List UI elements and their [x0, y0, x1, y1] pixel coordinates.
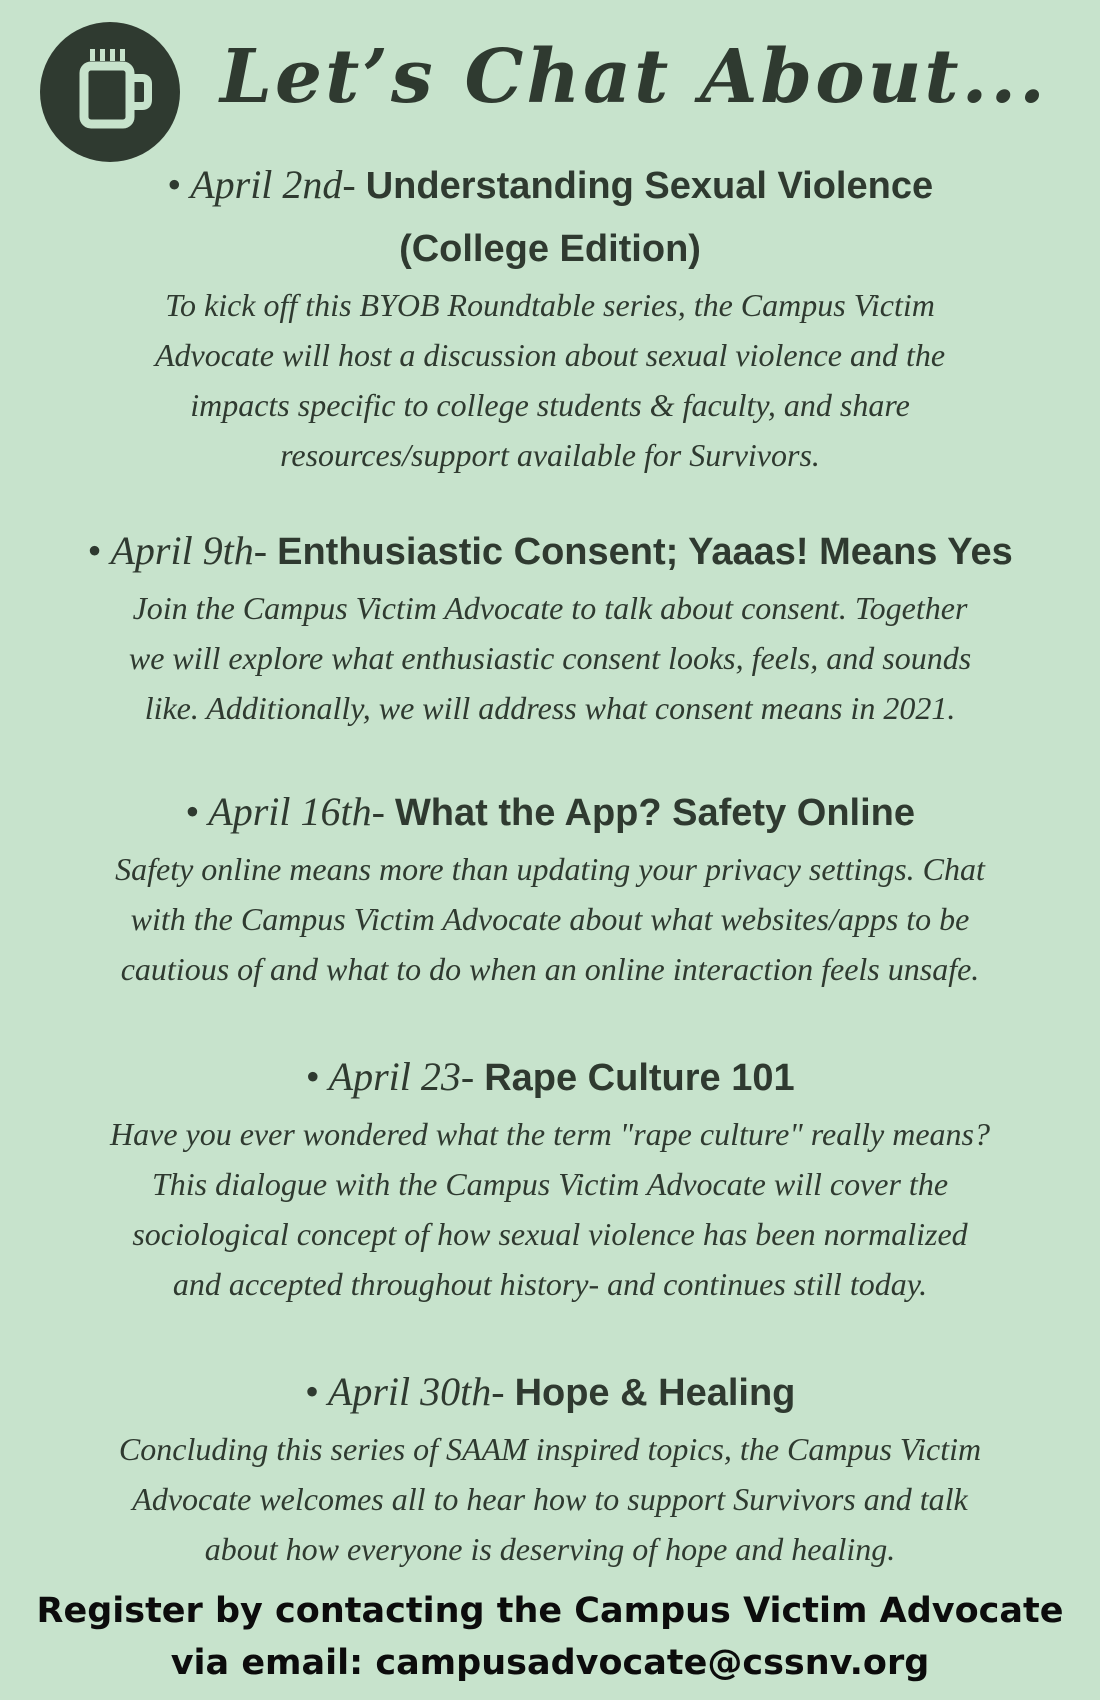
event-topic: Hope & Healing — [514, 1372, 796, 1414]
description-line: with the Campus Victim Advocate about what websites/apps to be — [130, 901, 970, 937]
event-heading — [50, 154, 1050, 280]
event-item — [50, 154, 1050, 480]
description-line: Advocate will host a discussion about sexual violence and the — [154, 337, 946, 373]
description-line: and accepted throughout history- and continues still today. — [172, 1266, 928, 1302]
coffee-mug-icon — [40, 22, 180, 162]
event-date: • April 30th- — [304, 1369, 505, 1414]
description-line: Advocate welcomes all to hear how to support Survivors and talk — [132, 1481, 968, 1517]
description-line: like. Additionally, we will address what consent means in 2021. — [144, 690, 956, 726]
event-description — [50, 1109, 1050, 1309]
event-item — [50, 1046, 1050, 1309]
description-line: Safety online means more than updating your privacy settings. Chat — [115, 851, 985, 887]
event-heading — [50, 1046, 1050, 1109]
event-date: • April 2nd- — [166, 162, 356, 207]
description-line: cautious of and what to do when an online interaction feels unsafe. — [120, 951, 980, 987]
description-line: Join the Campus Victim Advocate to talk about consent. Together — [132, 590, 968, 626]
event-item — [50, 1361, 1050, 1574]
event-description — [50, 844, 1050, 994]
event-date: • April 23- — [305, 1054, 475, 1099]
event-date: • April 9th- — [87, 528, 268, 573]
contact-email: via email: campusadvocate@cssnv.org — [170, 1643, 930, 1683]
event-list — [50, 150, 1050, 1574]
event-item — [50, 781, 1050, 994]
flyer-header — [0, 0, 1100, 165]
description-line: Have you ever wondered what the term "rape culture" really means? — [110, 1116, 990, 1152]
event-topic: Rape Culture 101 — [484, 1057, 795, 1099]
description-line: we will explore what enthusiastic consent looks, feels, and sounds — [128, 640, 972, 676]
event-description — [50, 583, 1050, 733]
registration-footer — [0, 1585, 1100, 1689]
event-topic: Understanding Sexual Violence — [365, 165, 934, 207]
description-line: This dialogue with the Campus Victim Advocate will cover the — [151, 1166, 949, 1202]
description-line: resources/support available for Survivors. — [280, 437, 820, 473]
flyer-title: Let’s Chat About... — [220, 34, 1048, 120]
event-heading — [50, 1361, 1050, 1424]
register-instruction: Register by contacting the Campus Victim Advocate — [36, 1591, 1064, 1631]
description-line: To kick off this BYOB Roundtable series, the Campus Victim — [165, 287, 935, 323]
event-item — [50, 520, 1050, 733]
description-line: about how everyone is deserving of hope and healing. — [204, 1531, 896, 1567]
event-topic: What the App? Safety Online — [394, 792, 915, 834]
description-line: sociological concept of how sexual violence has been normalized — [132, 1216, 968, 1252]
event-topic-line2: (College Edition) — [399, 228, 701, 270]
event-date: • April 16th- — [184, 789, 385, 834]
event-heading — [50, 781, 1050, 844]
event-heading — [50, 520, 1050, 583]
event-topic: Enthusiastic Consent; Yaaas! Means Yes — [277, 531, 1013, 573]
event-description — [50, 1424, 1050, 1574]
event-description — [50, 280, 1050, 480]
description-line: Concluding this series of SAAM inspired topics, the Campus Victim — [118, 1431, 982, 1467]
description-line: impacts specific to college students & faculty, and share — [190, 387, 910, 423]
